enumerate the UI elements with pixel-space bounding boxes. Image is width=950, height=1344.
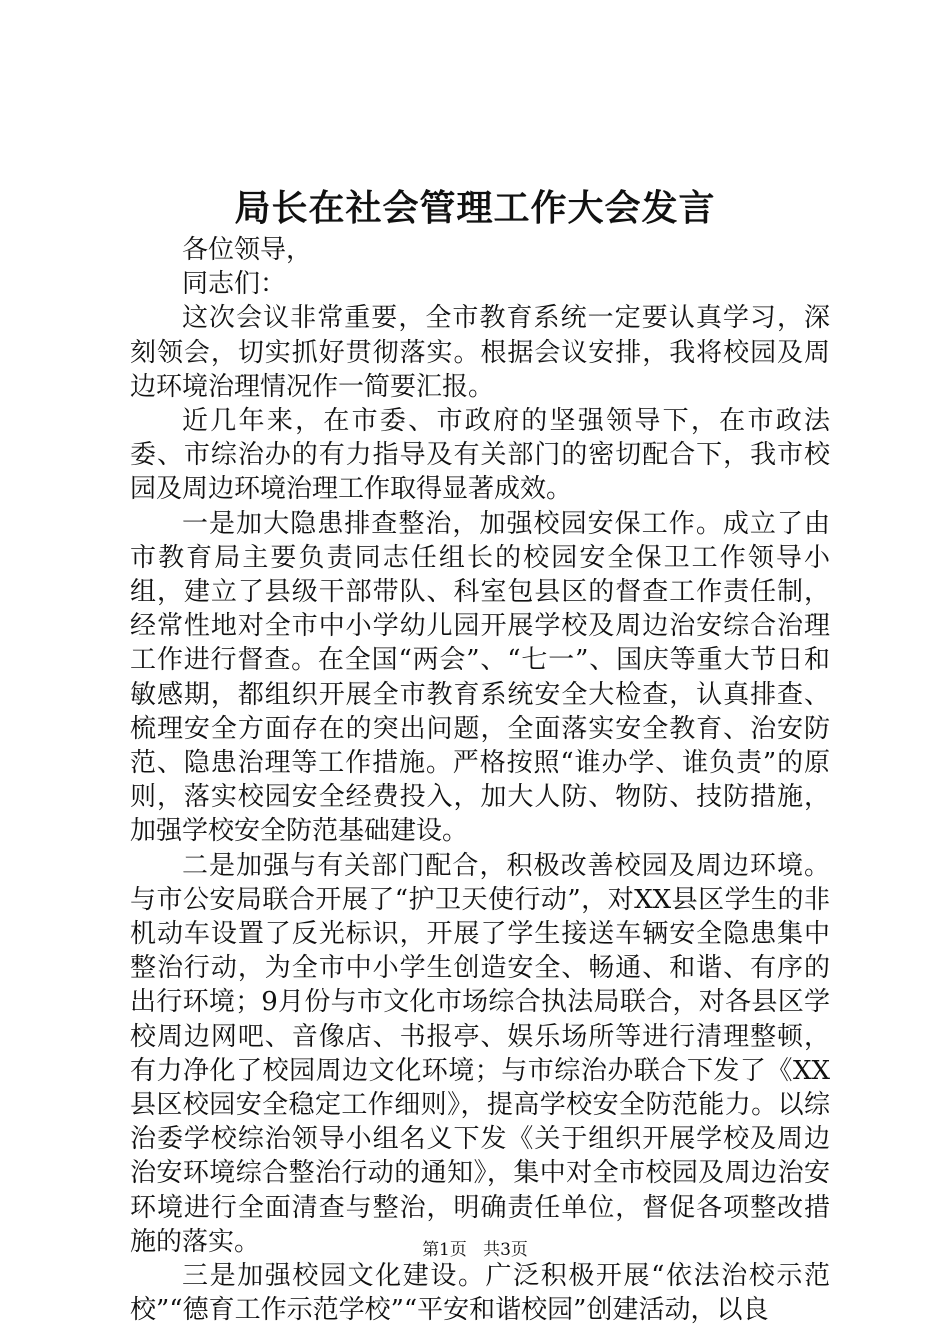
paragraph-intro: 这次会议非常重要，全市教育系统一定要认真学习，深刻领会，切实抓好贯彻落实。根据会议安排，我将校园及周边环境治理情况作一简要汇报。 bbox=[130, 303, 830, 402]
paragraph-point-three: 三是加强校园文化建设。广泛积极开展“依法治校示范校”“德育工作示范学校”“平安和谐校园”创建活动，以良 bbox=[130, 1261, 830, 1326]
paragraph-point-one: 一是加大隐患排查整治，加强校园安保工作。成立了由市教育局主要负责同志任组长的校园安全保卫工作领导小组，建立了县级干部带队、科室包县区的督查工作责任制，经常性地对全市中小学幼儿园开展学校及周边治安综合治理工作进行督查。在全国“两会”、“七一”、国庆等重大节日和敏感期，都组织开展全市教育系统安全大检查，认真排查、梳理安全方面存在的突出问题，全面落实安全教育、治安防范、隐患治理等工作措施。严格按照“谁办学、谁负责”的原则，落实校园安全经费投入，加大人防、物防、技防措施，加强学校安全防范基础建设。 bbox=[130, 508, 830, 847]
paragraph-achievements: 近几年来，在市委、市政府的坚强领导下，在市政法委、市综治办的有力指导及有关部门的密切配合下，我市校园及周边环境治理工作取得显著成效。 bbox=[130, 406, 830, 505]
salutation-comrades: 同志们： bbox=[182, 269, 287, 300]
document-title: 局长在社会管理工作大会发言 bbox=[234, 187, 716, 229]
document-body bbox=[130, 233, 830, 1328]
paragraph-point-two: 二是加强与有关部门配合，积极改善校园及周边环境。与市公安局联合开展了“护卫天使行动”，对XX县区学生的非机动车设置了反光标识，开展了学生接送车辆安全隐患集中整治行动，为全市中小学生创造安全、畅通、和谐、有序的出行环境；9月份与市文化市场综合执法局联合，对各县区学校周边网吧、音像店、书报亭、娱乐场所等进行清理整顿，有力净化了校园周边文化环境；与市综治办联合下发了《XX县区校园安全稳定工作细则》，提高学校安全防范能力。以综治委学校综治领导小组名义下发《关于组织开展学校及周边治安环境综合整治行动的通知》，集中对全市校园及周边治安环境进行全面清查与整治，明确责任单位，督促各项整改措施的落实。 bbox=[130, 850, 830, 1257]
page-separator bbox=[472, 1240, 477, 1260]
salutation-leaders: 各位领导， bbox=[182, 235, 313, 265]
page-number: 第1页 bbox=[422, 1240, 467, 1260]
page-footer bbox=[0, 1238, 950, 1262]
page-total: 共3页 bbox=[483, 1240, 528, 1260]
